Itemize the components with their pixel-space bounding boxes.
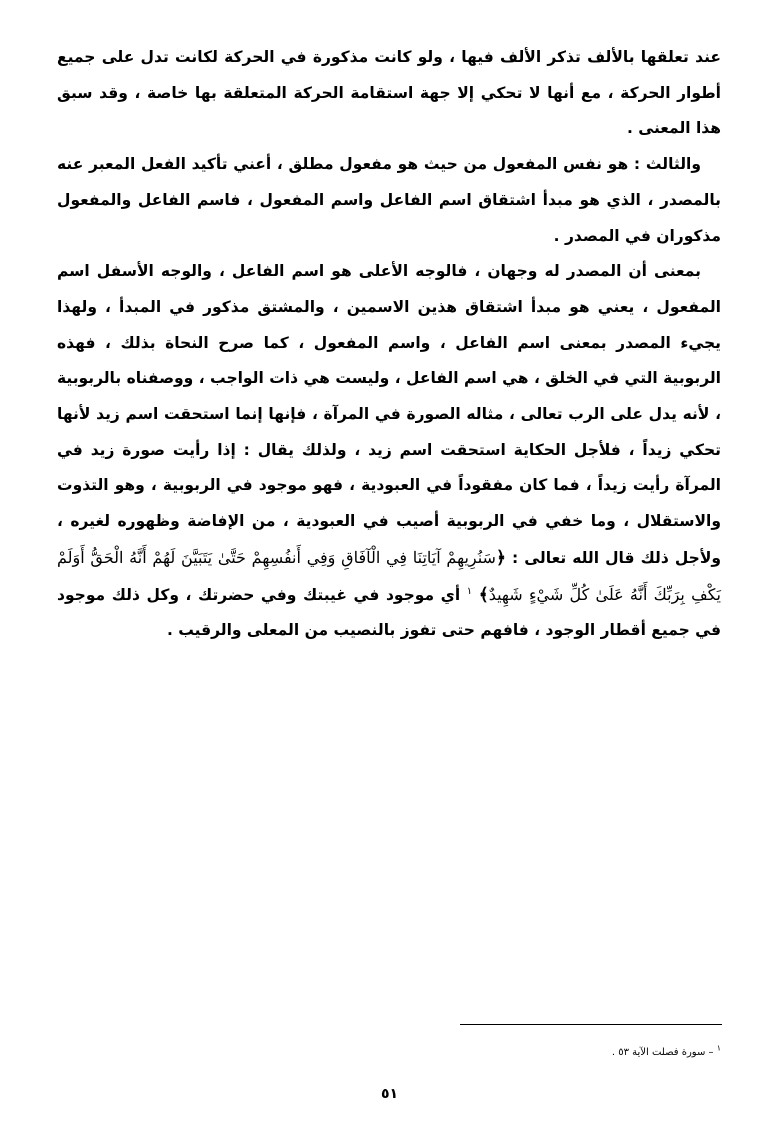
body-text: [57, 40, 721, 649]
footnote-marker: ١: [716, 1043, 721, 1053]
footnote-text: – سورة فصلت الآية ٥٣ .: [611, 1047, 714, 1058]
verse-close-bracket: ﴾: [478, 584, 489, 605]
paragraph-3-end: أي موجود في غيبتك وفي حضرتك ، وكل ذلك موجود في جميع أقطار الوجود ، فافهم حتى تفوز بالنصيب من المعلى والرقيب .: [57, 585, 721, 640]
paragraph-2: والثالث : هو نفس المفعول من حيث هو مفعول مطلق ، أعني تأكيد الفعل المعبر عنه بالمصدر ، الذي هو مبدأ اشتقاق اسم الفاعل واسم المفعول ، فاسم الفاعل والمفعول مذكوران في المصدر .: [57, 155, 721, 245]
paragraph-3-text: بمعنى أن المصدر له وجهان ، فالوجه الأعلى هو اسم الفاعل ، والوجه الأسفل اسم المفعول ، يعني هو مبدأ اشتقاق هذين الاسمين ، والمشتق مذكور في المبدأ ، ولهذا يجيء المصدر بمعنى اسم الفاعل ، واسم المفعول ، كما صرح النحاة بذلك ، فهذه الربوبية التي في الخلق ، هي اسم الفاعل ، وليست هي ذات الواجب ، ووصفناه بالربوبية ، لأنه يدل على الرب تعالى ، مثاله الصورة في المرآة ، فإنها إنما استحقت اسم زيد لأنها تحكي زيداً ، فلأجل الحكاية استحقت اسم زيد ، ولذلك يقال : إذا رأيت صورة زيد في المرآة رأيت زيداً ، فما كان مفقوداً في العبودية ، فهو موجود في الربوبية ، وهو التذوت والاستقلال ، وما خفي في الربوبية أصيب في العبودية ، من الإفاضة وظهوره لغيره ، ولأجل ذلك قال الله تعالى :: [57, 262, 722, 567]
quran-verse: سَنُرِيهِمْ آيَاتِنَا فِي الْآفَاقِ وَفِي أَنفُسِهِمْ حَتَّىٰ يَتَبَيَّنَ لَهُمْ أَنَّهُ الْحَقُّ أَوَلَمْ يَكْفِ بِرَبِّكَ أَنَّهُ عَلَىٰ كُلِّ شَيْءٍ شَهِيدٌ: [57, 547, 722, 604]
footnote-reference: ١: [466, 585, 473, 597]
footnote-divider: [460, 1024, 722, 1025]
paragraph-3: [57, 254, 721, 649]
paragraph-1: عند تعلقها بالألف تذكر الألف فيها ، ولو كانت مذكورة في الحركة لكانت تدل على جميع أطوار الحركة ، مع أنها لا تحكي إلا جهة استقامة الحركة المتعلقة بها خاصة ، وقد سبق هذا المعنى .: [57, 48, 721, 138]
page-number: ٥١: [380, 1086, 399, 1102]
verse-open-bracket: ﴿: [495, 547, 506, 568]
footnote: [421, 1043, 721, 1060]
